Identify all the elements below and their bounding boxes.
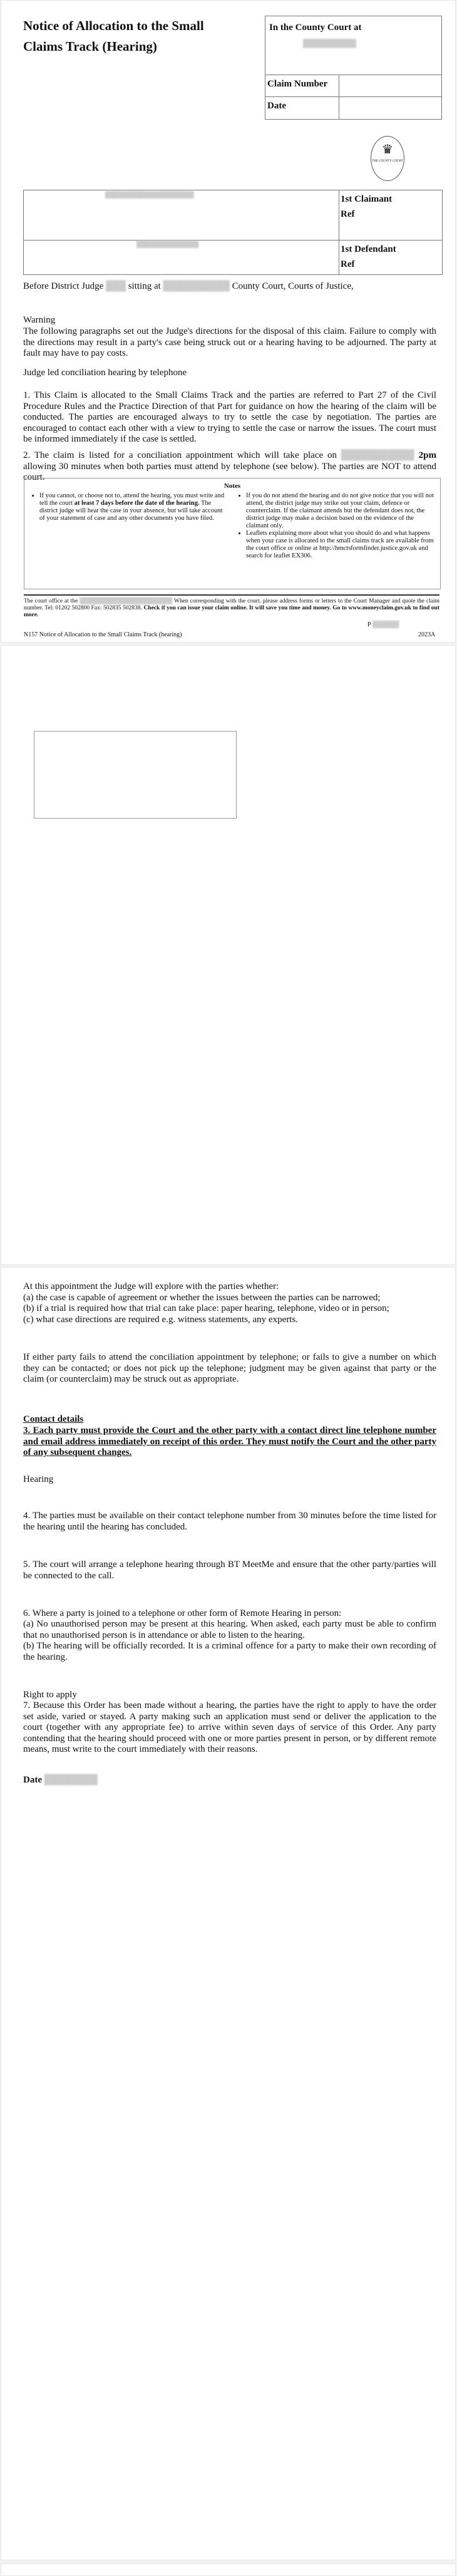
- warning-heading: Warning: [23, 315, 56, 325]
- paragraph-7: 7. Because this Order has been made without a hearing, the parties have the right to apply to have the order set aside, varied or stayed. A party making such an application must send or deliver the application to the court (together with any appropriate fee) to arrive within seven days of service of this Order. Any party contending that the hearing should proceed with one or more parties present in person, or by different remote means, must write to the court immediately with their reasons.: [23, 1700, 436, 1755]
- page-2: [1, 645, 456, 1265]
- before-sitting: sitting at: [128, 281, 161, 291]
- order-date: Date ████████: [23, 1775, 98, 1785]
- divider: [265, 96, 441, 97]
- hearing-type: Judge led conciliation hearing by telephone: [23, 368, 187, 378]
- claimant-label: 1st Claimant: [341, 194, 393, 204]
- parties-table: [23, 190, 443, 275]
- para2-time: 2pm: [418, 450, 437, 460]
- para2-start: 2. The claim is listed for a conciliation appointment which will take place on: [23, 450, 337, 460]
- warning-text: The following paragraphs set out the Judge's directions for the disposal of this claim. Failure to comply with the directions may result in a party's case being struck out or a hearing having to be adjourned. The party at fault may have to pay costs.: [23, 326, 436, 359]
- paragraph-6: 6. Where a party is joined to a telephone or other form of Remote Hearing in person:: [23, 1608, 342, 1618]
- form-code: 2023A: [418, 631, 436, 638]
- defendant-name-redacted: ██████████████: [136, 241, 199, 248]
- failure-warning: If either party fails to attend the conciliation appointment by telephone; or fails to give a number on which they can be contacted; or does not pick up the telephone; judgment may be given against that party or the claim (or counterclaim) may be struck out as appropriate.: [23, 1352, 436, 1385]
- date-label: Date: [267, 101, 286, 111]
- before-prefix: Before District Judge: [23, 281, 104, 291]
- paragraph-4: 4. The parties must be available on their contact telephone number from 30 minutes before the time listed for the hearing until the hearing has concluded.: [23, 1511, 436, 1532]
- page-3: [1, 1267, 456, 2560]
- note-item: • If you cannot, or choose not to, attend the hearing, you must write and tell the court at least 7 days before the date of the hearing. The district judge will hear the case in your absence, but will take account of your statement of case and any other documents you have filed.: [39, 492, 228, 522]
- form-name: N157 Notice of Allocation to the Small Claims Track (hearing): [24, 631, 182, 638]
- appointment-item: (a) the case is capable of agreement or whether the issues between the parties can be narrowed;: [23, 1293, 381, 1303]
- before-suffix: County Court, Courts of Justice,: [232, 281, 354, 291]
- claimant-ref-label: Ref: [341, 209, 355, 219]
- right-to-apply-heading: Right to apply: [23, 1690, 77, 1700]
- court-name-redacted: ██████████: [303, 39, 357, 48]
- paragraph-5: 5. The court will arrange a telephone hearing through BT MeetMe and ensure that the other party/parties will be connected to the call.: [23, 1560, 436, 1581]
- note-item: • If you do not attend the hearing and do not give notice that you will not attend, the district judge may strike out your claim, defence or counterclaim. If the claimant attends but the defendant does not, the district judge may make a decision based on the evidence of the claimant only.: [246, 492, 436, 530]
- defendant-ref-label: Ref: [341, 259, 355, 269]
- para2-end: allowing 30 minutes when both parties must attend by telephone (see below). The parties are NOT to attend court.: [23, 461, 436, 483]
- paragraph-6a: (a) No unauthorised person may be present at this hearing. When asked, each party must be able to confirm that no unauthorised person is in attendance or able to listen to the hearing.: [23, 1619, 436, 1640]
- paragraph-2: 2. The claim is listed for a conciliation appointment which will take place on ███████████ 2pm allowing 30 minutes when both parties must attend by telephone (see below). The parties are NOT to attend court.: [23, 450, 437, 483]
- paragraph-1: 1. This Claim is allocated to the Small Claims Track and the parties are referred to Part 27 of the Civil Procedure Rules and the Practice Direction of that Part for guidance on how the hearing of the claim will be conducted. The parties are encouraged always to try to settle the case by negotiation. The parties are encouraged to contact each other with a view to trying to settle the case or narrow the issues. The court must be informed immediately if the case is settled.: [23, 390, 436, 445]
- footer-office-text: The court office at the ██████████████████████ When corresponding with the court, please address forms or letters to the Court Manager and quote the claim number. Tel: 01202 502800 Fax: 502835 502838. Check if you can issue your claim online. It will save you time and money. Go to www.moneyclaim.gov.uk to find out more.: [24, 598, 439, 618]
- contact-heading: Contact details: [23, 1414, 84, 1424]
- crown-icon: ♛: [382, 143, 393, 157]
- divider: [24, 240, 442, 241]
- appointment-item: (b) if a trial is required how that trial can take place: paper hearing, telephone, video or in person;: [23, 1303, 389, 1313]
- claimant-name-redacted: ████████████████████: [105, 192, 194, 199]
- court-seal: [371, 136, 404, 181]
- notes-box: [24, 478, 441, 589]
- note-item: • Leaflets explaining more about what you should do and what happens when your case is allocated to the small claims track are available from the court office or online at http://hmctsformfinder.justice.gov.uk and search for leaflet EX306.: [246, 530, 436, 560]
- page-4: [1, 2563, 456, 2576]
- paragraph-3: 3. Each party must provide the Court and the other party with a contact direct line telephone number and email address immediately on receipt of this order. They must notify the Court and the other party of any subsequent changes.: [23, 1425, 436, 1458]
- seal-text: THE COUNTY COURT: [372, 160, 403, 163]
- page-title: Notice of Allocation to the Small Claims Track (Hearing): [23, 18, 204, 54]
- claim-number-label: Claim Number: [267, 79, 328, 89]
- paragraph-6b: (b) The hearing will be officially recorded. It is a criminal offence for a party to make their own recording of the hearing.: [23, 1641, 436, 1662]
- court-box: [265, 16, 442, 120]
- notes-heading: Notes: [223, 482, 241, 490]
- appointment-intro: At this appointment the Judge will explore with the parties whether:: [23, 1281, 279, 1291]
- hearing-heading: Hearing: [23, 1474, 54, 1484]
- defendant-label: 1st Defendant: [341, 244, 396, 254]
- appointment-item: (c) what case directions are required e.g. witness statements, any experts.: [23, 1315, 298, 1325]
- before-line: Before District Judge ███ sitting at ██████████ County Court, Courts of Justice,: [23, 281, 354, 291]
- page-1: [1, 0, 456, 643]
- blank-box: [34, 731, 237, 819]
- court-heading: In the County Court at: [269, 23, 362, 33]
- page-label: P ██████: [367, 621, 399, 628]
- footer-rule: [24, 594, 439, 596]
